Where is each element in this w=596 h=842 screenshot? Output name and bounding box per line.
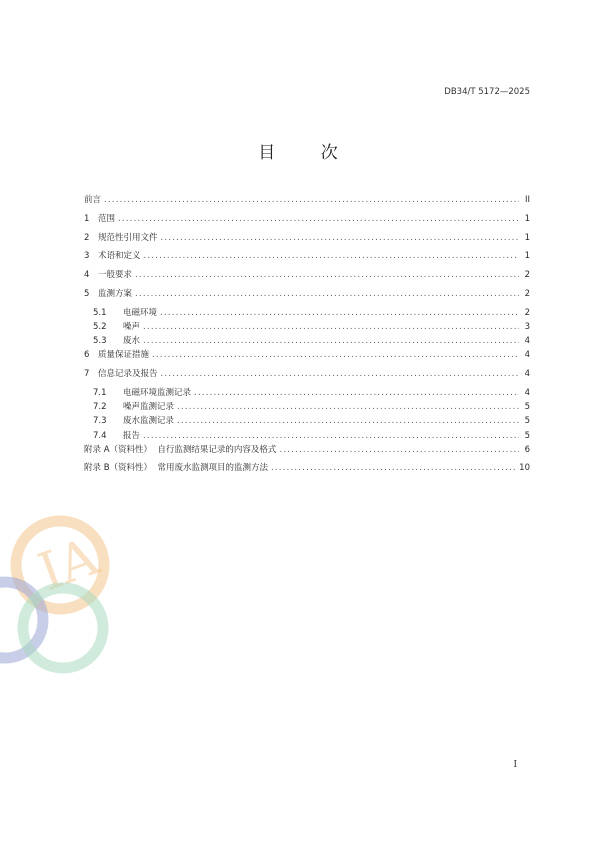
toc-number: 7.1 <box>93 387 107 398</box>
toc-number: 7.2 <box>93 402 107 413</box>
toc-leader-dots <box>271 463 516 473</box>
toc-leader-dots <box>135 289 519 299</box>
toc-entry[interactable] <box>84 429 530 443</box>
toc-entry[interactable] <box>84 212 530 231</box>
toc-leader-dots <box>177 402 519 412</box>
toc-leader-dots <box>118 214 519 224</box>
toc-page-number: 10 <box>519 463 530 474</box>
toc-entry[interactable] <box>84 320 530 334</box>
toc-label: 附录 B（资料性） 常用废水监测项目的监测方法 <box>84 463 268 474</box>
toc-page-number: 3 <box>524 321 530 332</box>
toc-number: 5 <box>84 288 90 299</box>
toc-leader-dots <box>104 195 519 205</box>
toc-label: 电磁环境监测记录 <box>123 387 192 398</box>
toc-number: 1 <box>84 213 90 224</box>
toc-label: 术语和定义 <box>98 251 141 262</box>
toc-entry[interactable] <box>84 400 530 414</box>
toc-number: 7.4 <box>93 430 107 441</box>
toc-label: 一般要求 <box>98 270 133 281</box>
toc-entry[interactable] <box>84 348 530 367</box>
toc-leader-dots <box>161 233 519 243</box>
toc-entry[interactable] <box>84 414 530 428</box>
toc-label: 废水监测记录 <box>123 416 175 427</box>
toc-label: 质量保证措施 <box>98 350 150 361</box>
toc-entry[interactable] <box>84 306 530 320</box>
toc-page-number: II <box>524 195 530 205</box>
toc-number: 5.2 <box>93 321 107 332</box>
toc-label: 监测方案 <box>98 288 133 299</box>
toc-entry[interactable] <box>84 334 530 348</box>
toc-entry[interactable] <box>84 386 530 400</box>
toc-page-number: 4 <box>524 350 530 361</box>
toc-entry[interactable] <box>84 231 530 250</box>
toc-entry[interactable] <box>84 287 530 306</box>
toc-leader-dots <box>143 336 519 346</box>
toc-label: 噪声 <box>123 321 141 332</box>
toc-label: 范围 <box>98 213 116 224</box>
toc-leader-dots <box>144 251 519 261</box>
toc-page-number: 1 <box>524 213 530 224</box>
toc-label: 规范性引用文件 <box>98 232 158 243</box>
svg-text:IA: IA <box>31 526 107 604</box>
toc-page-number: 4 <box>524 336 530 347</box>
toc-number: 4 <box>84 270 90 281</box>
toc-number: 5.3 <box>93 336 107 347</box>
toc-label: 报告 <box>123 430 141 441</box>
toc-entry[interactable] <box>84 443 530 462</box>
toc-leader-dots <box>152 350 519 360</box>
toc-page-number: 4 <box>524 387 530 398</box>
toc-label: 电磁环境 <box>123 307 158 318</box>
page-number: I <box>513 760 517 770</box>
document-code: DB34/T 5172—2025 <box>444 87 530 97</box>
toc-label: 噪声监测记录 <box>123 402 175 413</box>
toc-leader-dots <box>161 369 519 379</box>
page-title: 目 次 <box>258 143 358 163</box>
toc-page-number: 5 <box>524 402 530 413</box>
toc-number: 3 <box>84 251 90 262</box>
toc-page-number: 2 <box>524 307 530 318</box>
toc-entry[interactable] <box>84 193 530 212</box>
watermark-logo <box>0 510 115 680</box>
toc-entry[interactable] <box>84 249 530 268</box>
toc-entry[interactable] <box>84 268 530 287</box>
toc-leader-dots <box>279 445 519 455</box>
toc-leader-dots <box>143 322 519 332</box>
toc-label: 信息记录及报告 <box>98 369 158 380</box>
toc-number: 7.3 <box>93 416 107 427</box>
toc-page-number: 1 <box>524 251 530 262</box>
toc-leader-dots <box>135 270 519 280</box>
toc-page-number: 5 <box>524 430 530 441</box>
toc-page-number: 2 <box>524 288 530 299</box>
toc-entry[interactable] <box>84 461 530 480</box>
toc-leader-dots <box>160 308 519 318</box>
toc-leader-dots <box>177 416 519 426</box>
toc-number: 5.1 <box>93 307 107 318</box>
toc-number: 6 <box>84 350 90 361</box>
toc-page-number: 6 <box>524 444 530 455</box>
toc-page-number: 5 <box>524 416 530 427</box>
toc-number: 2 <box>84 232 90 243</box>
toc-label: 前言 <box>84 195 102 205</box>
toc-label: 附录 A（资料性） 自行监测结果记录的内容及格式 <box>84 444 277 455</box>
toc-page-number: 2 <box>524 270 530 281</box>
toc-page-number: 1 <box>524 232 530 243</box>
toc-page-number: 4 <box>524 369 530 380</box>
toc-leader-dots <box>143 431 519 441</box>
toc-number: 7 <box>84 369 90 380</box>
toc-leader-dots <box>194 388 519 398</box>
table-of-contents <box>84 193 530 480</box>
toc-entry[interactable] <box>84 367 530 386</box>
toc-label: 废水 <box>123 336 141 347</box>
